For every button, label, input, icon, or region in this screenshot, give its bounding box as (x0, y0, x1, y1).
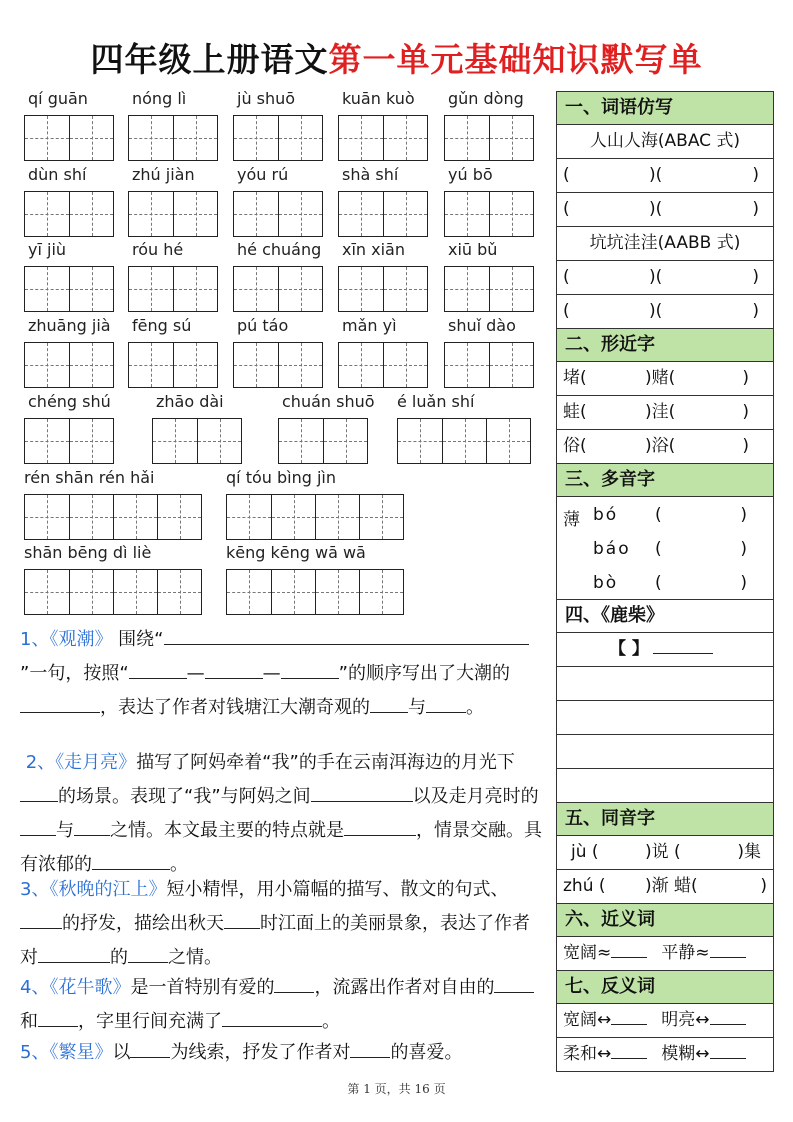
pinyin-label: gǔn dòng (448, 89, 524, 108)
pinyin-label: chuán shuō (282, 392, 375, 411)
writing-cell[interactable] (339, 192, 383, 236)
passage-number: 2、 (25, 752, 56, 773)
section-header: 一、词语仿写 (557, 92, 773, 125)
writing-cell[interactable] (359, 495, 403, 539)
poem-line[interactable] (557, 667, 773, 701)
writing-cell[interactable] (113, 570, 157, 614)
paren: ) (752, 267, 759, 287)
writing-cell[interactable] (486, 419, 530, 463)
paren: )( (649, 199, 663, 219)
writing-cell[interactable] (25, 343, 69, 387)
answer-blank[interactable] (344, 813, 416, 836)
answer-blank[interactable] (222, 1004, 322, 1027)
answer-blank[interactable] (393, 779, 413, 802)
pinyin-label: chéng shú (28, 392, 111, 411)
row-text: )赌( (645, 368, 676, 388)
passage-text: ”的顺序写出了大潮的 (338, 663, 510, 684)
pinyin-label: qí tóu bìng jìn (226, 468, 336, 487)
answer-row[interactable] (557, 836, 773, 870)
writing-cell[interactable] (445, 192, 489, 236)
writing-cell[interactable] (25, 192, 69, 236)
writing-cell[interactable] (173, 267, 217, 311)
answer-blank[interactable] (611, 939, 647, 958)
answer-blank[interactable] (611, 1040, 647, 1059)
pinyin-label: é luǎn shí (397, 392, 475, 411)
answer-row[interactable] (557, 295, 773, 329)
pinyin-label: mǎn yì (342, 316, 397, 335)
writing-grid[interactable] (233, 191, 323, 237)
row-text: 平静≈ (661, 943, 710, 963)
row-text: ) (760, 876, 767, 896)
writing-cell[interactable] (234, 192, 278, 236)
answer-blank[interactable] (205, 656, 263, 679)
passage-2 (20, 747, 545, 881)
passage-text: 时江面上的美丽景象，表达了作者对 (20, 913, 530, 968)
polyphonic-block (557, 497, 773, 600)
book-title: 《繁星》 (49, 1042, 113, 1063)
writing-cell[interactable] (278, 192, 322, 236)
answer-row[interactable] (557, 362, 773, 396)
pinyin-label: zhuāng jià (28, 316, 111, 335)
pinyin-label: rén shān rén hǎi (24, 468, 155, 487)
writing-cell[interactable] (383, 343, 427, 387)
writing-grid[interactable] (24, 418, 114, 464)
pinyin-label: zhú jiàn (132, 165, 195, 184)
answer-row[interactable] (557, 870, 773, 904)
writing-cell[interactable] (173, 343, 217, 387)
answer-blank[interactable] (38, 940, 110, 963)
writing-grid[interactable] (233, 342, 323, 388)
page-title (0, 34, 793, 81)
writing-cell[interactable] (69, 343, 113, 387)
passage-1 (20, 622, 545, 724)
row-text: )渐 蜡( (645, 876, 698, 896)
passage-text: 。 (170, 854, 188, 875)
writing-grid[interactable] (24, 569, 202, 615)
writing-cell[interactable] (129, 267, 173, 311)
writing-grid[interactable] (278, 418, 368, 464)
passage-text: 以及走月亮时的 (412, 786, 539, 807)
writing-cell[interactable] (489, 343, 533, 387)
section-header: 四、《鹿柴》 (557, 600, 773, 633)
passage-text: ，情景交融。具有浓郁的 (20, 820, 542, 875)
writing-cell[interactable] (489, 267, 533, 311)
writing-cell[interactable] (445, 116, 489, 160)
reading: báo (593, 539, 631, 559)
writing-cell[interactable] (153, 419, 197, 463)
passage-text: 之情。 (168, 947, 222, 968)
row-text: zhú ( (563, 876, 606, 896)
reading: bò (593, 573, 619, 593)
answer-blank[interactable] (130, 1035, 170, 1058)
writing-cell[interactable] (69, 495, 113, 539)
pinyin-label: kuān kuò (342, 89, 415, 108)
pinyin-label: shuǐ dào (448, 316, 516, 335)
writing-cell[interactable] (315, 570, 359, 614)
row-text: )洼( (645, 402, 676, 422)
writing-cell[interactable] (339, 343, 383, 387)
answer-blank[interactable] (350, 1035, 390, 1058)
row-text: 宽阔≈ (563, 943, 612, 963)
paren: ( (563, 165, 570, 185)
writing-cell[interactable] (173, 192, 217, 236)
writing-cell[interactable] (271, 495, 315, 539)
example-row (557, 227, 773, 261)
pinyin-label: hé chuáng (237, 240, 322, 259)
writing-cell[interactable] (25, 116, 69, 160)
writing-cell[interactable] (315, 495, 359, 539)
writing-cell[interactable] (383, 192, 427, 236)
passage-text: ，表达了作者对钱塘江大潮奇观的 (100, 697, 370, 718)
writing-cell[interactable] (129, 116, 173, 160)
reading: bó (593, 505, 619, 525)
answer-blank[interactable] (38, 1004, 78, 1027)
writing-cell[interactable] (157, 570, 201, 614)
paren: ( (655, 505, 662, 525)
section-header: 七、反义词 (557, 971, 773, 1004)
writing-grid[interactable] (24, 494, 202, 540)
writing-cell[interactable] (25, 570, 69, 614)
writing-grid[interactable] (444, 191, 534, 237)
passage-text: 短小精悍，用小篇幅的描写、散文的句式、 (166, 879, 509, 900)
example-text: 坑坑洼洼(AABB 式) (589, 233, 741, 253)
writing-grid[interactable] (24, 342, 114, 388)
poem-title-row[interactable] (557, 633, 773, 667)
paren: ( (655, 573, 662, 593)
paren: )( (649, 165, 663, 185)
row-text: ) (742, 368, 749, 388)
writing-cell[interactable] (234, 116, 278, 160)
row-text: ) (742, 402, 749, 422)
passage-number: 4、 (20, 977, 50, 998)
paren: ( (563, 301, 570, 321)
writing-cell[interactable] (113, 495, 157, 539)
writing-grid[interactable] (338, 266, 428, 312)
book-title: 《走月亮》 (55, 752, 137, 773)
answer-row[interactable] (557, 396, 773, 430)
answer-blank[interactable] (20, 906, 62, 929)
writing-grid[interactable] (233, 115, 323, 161)
writing-cell[interactable] (173, 116, 217, 160)
writing-grid[interactable] (226, 569, 404, 615)
passage-text: 与 (408, 697, 426, 718)
section-header: 二、形近字 (557, 329, 773, 362)
polyphonic-char: 薄 (563, 510, 580, 530)
pinyin-label: zhāo dài (156, 392, 224, 411)
answer-blank[interactable] (274, 970, 314, 993)
writing-cell[interactable] (234, 343, 278, 387)
paren: ) (752, 301, 759, 321)
row-text: jù ( (571, 842, 599, 862)
answer-blank[interactable] (164, 622, 499, 645)
writing-cell[interactable] (442, 419, 486, 463)
writing-cell[interactable] (278, 116, 322, 160)
pinyin-label: nóng lì (132, 89, 187, 108)
passage-5 (20, 1035, 545, 1069)
row-text: )集 (737, 842, 761, 862)
pinyin-label: xiū bǔ (448, 240, 498, 259)
answer-blank[interactable] (20, 779, 58, 802)
passage-text: 围绕“ (112, 629, 164, 650)
writing-grid[interactable] (338, 191, 428, 237)
passage-text: 的抒发，描绘出秋天 (62, 913, 224, 934)
passage-text: 。 (322, 1011, 340, 1032)
writing-grid[interactable] (338, 115, 428, 161)
poem-line[interactable] (557, 735, 773, 769)
answer-blank[interactable] (710, 939, 746, 958)
row-text: )说 ( (645, 842, 681, 862)
writing-grid[interactable] (233, 266, 323, 312)
passage-text: 以 (112, 1042, 131, 1063)
pinyin-label: qí guān (28, 89, 88, 108)
section-header: 六、近义词 (557, 904, 773, 937)
row-text: 蛙( (563, 402, 587, 422)
answer-row[interactable] (557, 937, 773, 971)
answer-row[interactable] (557, 261, 773, 295)
paren: ( (655, 539, 662, 559)
writing-cell[interactable] (197, 419, 241, 463)
paren: ) (752, 199, 759, 219)
passage-text: 。 (466, 697, 484, 718)
writing-cell[interactable] (359, 570, 403, 614)
answer-blank[interactable] (311, 779, 393, 802)
answer-blank[interactable] (128, 940, 168, 963)
pinyin-label: fēng sú (132, 316, 192, 335)
writing-cell[interactable] (271, 570, 315, 614)
answer-row[interactable] (557, 1004, 773, 1038)
pinyin-label: pú táo (237, 316, 289, 335)
row-text: 明亮↔ (661, 1010, 710, 1030)
paren: ) (752, 165, 759, 185)
writing-grid[interactable] (152, 418, 242, 464)
row-text: )浴( (645, 436, 676, 456)
passage-text: 的场景。表现了“我”与阿妈之间 (58, 786, 311, 807)
poem-line[interactable] (557, 701, 773, 735)
paren: )( (649, 267, 663, 287)
passage-text: 与 (56, 820, 74, 841)
writing-cell[interactable] (227, 495, 271, 539)
answer-blank[interactable] (499, 622, 529, 645)
writing-cell[interactable] (69, 419, 113, 463)
writing-grid[interactable] (128, 191, 218, 237)
writing-cell[interactable] (398, 419, 442, 463)
writing-grid[interactable] (338, 342, 428, 388)
answer-blank[interactable] (129, 656, 187, 679)
writing-grid[interactable] (128, 115, 218, 161)
book-title: 《观潮》 (49, 629, 113, 650)
passage-text: — (186, 663, 205, 684)
writing-grid[interactable] (24, 191, 114, 237)
writing-grid[interactable] (24, 115, 114, 161)
answer-row[interactable] (557, 193, 773, 227)
passage-4 (20, 970, 545, 1038)
writing-cell[interactable] (278, 267, 322, 311)
writing-cell[interactable] (25, 419, 69, 463)
answer-blank[interactable] (74, 813, 110, 836)
answer-blank[interactable] (710, 1006, 746, 1025)
passage-text: 的喜爱。 (390, 1042, 463, 1063)
writing-cell[interactable] (279, 419, 323, 463)
answer-blank[interactable] (494, 970, 534, 993)
paren: ) (740, 505, 747, 525)
writing-cell[interactable] (445, 343, 489, 387)
writing-grid[interactable] (128, 266, 218, 312)
writing-cell[interactable] (69, 192, 113, 236)
passage-text: 是一首特别有爱的 (130, 977, 275, 998)
paren: ( (563, 267, 570, 287)
pinyin-label: yú bō (448, 165, 493, 184)
paren: ) (740, 573, 747, 593)
answer-blank[interactable] (370, 690, 408, 713)
answer-blank[interactable] (20, 813, 56, 836)
book-title: 《花牛歌》 (49, 977, 131, 998)
answer-blank[interactable] (710, 1040, 746, 1059)
passage-number: 5、 (20, 1042, 50, 1063)
answer-blank[interactable] (20, 690, 100, 713)
section-header: 五、同音字 (557, 803, 773, 836)
pinyin-label: shān bēng dì liè (24, 543, 152, 562)
writing-cell[interactable] (323, 419, 367, 463)
writing-cell[interactable] (445, 267, 489, 311)
pinyin-label: dùn shí (28, 165, 87, 184)
page-footer: 第 1 页，共 16 页 (347, 1082, 446, 1096)
answer-blank[interactable] (281, 656, 339, 679)
writing-cell[interactable] (383, 267, 427, 311)
writing-cell[interactable] (227, 570, 271, 614)
answer-row[interactable] (557, 1038, 773, 1071)
passage-text: ，流露出作者对自由的 (314, 977, 495, 998)
writing-cell[interactable] (234, 267, 278, 311)
writing-cell[interactable] (157, 495, 201, 539)
passage-text: ，字里行间充满了 (78, 1011, 222, 1032)
writing-cell[interactable] (278, 343, 322, 387)
passage-number: 3、 (20, 879, 50, 900)
pinyin-label: yī jiù (28, 240, 67, 259)
answer-row[interactable] (557, 159, 773, 193)
row-text: 柔和↔ (563, 1044, 612, 1064)
writing-cell[interactable] (69, 267, 113, 311)
answer-row[interactable] (557, 430, 773, 464)
answer-blank[interactable] (653, 633, 713, 654)
answer-blank[interactable] (224, 906, 260, 929)
writing-cell[interactable] (69, 116, 113, 160)
sidebar-panel (556, 91, 774, 1072)
paren: ) (740, 539, 747, 559)
writing-cell[interactable] (383, 116, 427, 160)
book-title: 《秋晚的江上》 (49, 879, 167, 900)
writing-cell[interactable] (129, 343, 173, 387)
row-text: 堵( (563, 368, 587, 388)
paren: ( (563, 199, 570, 219)
writing-cell[interactable] (489, 116, 533, 160)
writing-cell[interactable] (489, 192, 533, 236)
answer-blank[interactable] (426, 690, 466, 713)
example-row (557, 125, 773, 159)
passage-text: ”一句，按照“ (20, 663, 129, 684)
answer-blank[interactable] (611, 1006, 647, 1025)
writing-grid[interactable] (444, 115, 534, 161)
paren: )( (649, 301, 663, 321)
writing-cell[interactable] (129, 192, 173, 236)
title-black-part: 四年级上册语文 (90, 40, 329, 79)
writing-cell[interactable] (339, 116, 383, 160)
pinyin-label: xīn xiān (342, 240, 405, 259)
passage-text: 之情。本文最主要的特点就是 (110, 820, 344, 841)
writing-grid[interactable] (128, 342, 218, 388)
writing-grid[interactable] (226, 494, 404, 540)
answer-blank[interactable] (92, 847, 170, 870)
writing-grid[interactable] (397, 418, 531, 464)
row-text: 宽阔↔ (563, 1010, 612, 1030)
passage-text: 的 (110, 947, 128, 968)
passage-text: — (262, 663, 281, 684)
passage-3 (20, 874, 545, 974)
writing-grid[interactable] (444, 342, 534, 388)
writing-grid[interactable] (444, 266, 534, 312)
pinyin-label: kēng kēng wā wā (226, 543, 366, 562)
pinyin-label: shà shí (342, 165, 399, 184)
writing-grid[interactable] (24, 266, 114, 312)
pinyin-label: róu hé (132, 240, 184, 259)
bracket: 【 】 (609, 639, 649, 659)
poem-line[interactable] (557, 769, 773, 803)
title-red-part: 第一单元基础知识默写单 (328, 40, 703, 79)
row-text: ) (742, 436, 749, 456)
writing-cell[interactable] (339, 267, 383, 311)
passage-text: 描写了阿妈牵着“我”的手在云南洱海边的月光下 (136, 752, 515, 773)
passage-text: 为线索，抒发了作者对 (170, 1042, 351, 1063)
row-text: 模糊↔ (661, 1044, 710, 1064)
passage-number: 1、 (20, 629, 50, 650)
writing-cell[interactable] (25, 267, 69, 311)
writing-cell[interactable] (69, 570, 113, 614)
pinyin-label: jù shuō (237, 89, 296, 108)
pinyin-label: yóu rú (237, 165, 289, 184)
passage-text: 和 (20, 1011, 38, 1032)
writing-cell[interactable] (25, 495, 69, 539)
row-text: 俗( (563, 436, 587, 456)
example-text: 人山人海(ABAC 式) (589, 131, 741, 151)
section-header: 三、多音字 (557, 464, 773, 497)
